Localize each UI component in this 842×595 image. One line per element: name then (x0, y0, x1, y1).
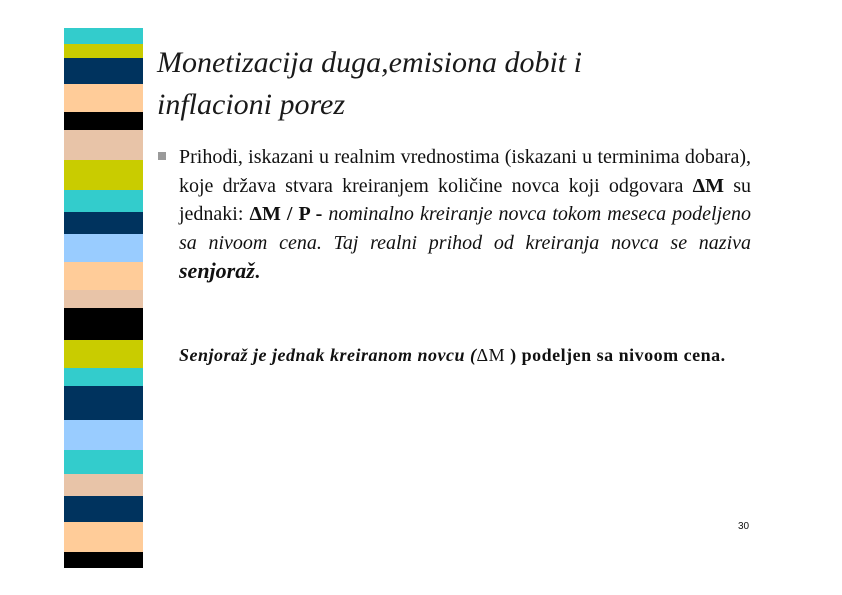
paragraph-italic-text: nominalno kreiranje novca tokom meseca podeljeno sa nivoom cena. Taj realni prihod od kreiranja novca se naziva (179, 203, 752, 254)
definition-bold-text: ) podeljen sa nivoom cena. (505, 345, 726, 365)
title-line-1: Monetizacija duga,emisiona dobit i (157, 46, 582, 79)
stripe (64, 420, 143, 450)
definition-paragraph (179, 340, 745, 370)
stripe (64, 190, 143, 212)
decorative-stripe-bar (64, 28, 143, 568)
stripe (64, 308, 143, 340)
stripe (64, 340, 143, 368)
stripe (64, 84, 143, 112)
stripe (64, 112, 143, 130)
title-line-2: inflacioni porez (157, 88, 346, 121)
delta-m-symbol: ΔM (476, 345, 506, 365)
stripe (64, 450, 143, 474)
stripe (64, 44, 143, 58)
stripe (64, 386, 143, 420)
delta-m-symbol: ΔM (692, 174, 724, 197)
stripe (64, 474, 143, 496)
stripe (64, 496, 143, 522)
bullet-square-icon (158, 152, 166, 160)
stripe (64, 130, 143, 160)
paragraph-text: su jednaki: (179, 174, 751, 225)
stripe (64, 58, 143, 84)
stripe (64, 522, 143, 552)
page-number: 30 (738, 521, 750, 532)
stripe (64, 234, 143, 262)
stripe (64, 212, 143, 234)
paragraph-period: . (254, 261, 260, 283)
seigniorage-formula: ΔM / P - (249, 203, 323, 225)
stripe (64, 290, 143, 308)
bullet-paragraph (179, 143, 751, 287)
stripe (64, 28, 143, 44)
stripe (64, 552, 143, 568)
paragraph-text: Prihodi, iskazani u realnim vrednostima (iskazani u terminima dobara), koje država stvara kreiranjem količine novca koji odgovara (179, 146, 751, 197)
seigniorage-term: senjoraž (179, 258, 255, 283)
stripe (64, 262, 143, 290)
definition-italic-text: Senjoraž je jednak kreiranom novcu ( (179, 345, 477, 365)
stripe (64, 160, 143, 190)
slide-title (157, 42, 797, 126)
stripe (64, 368, 143, 386)
